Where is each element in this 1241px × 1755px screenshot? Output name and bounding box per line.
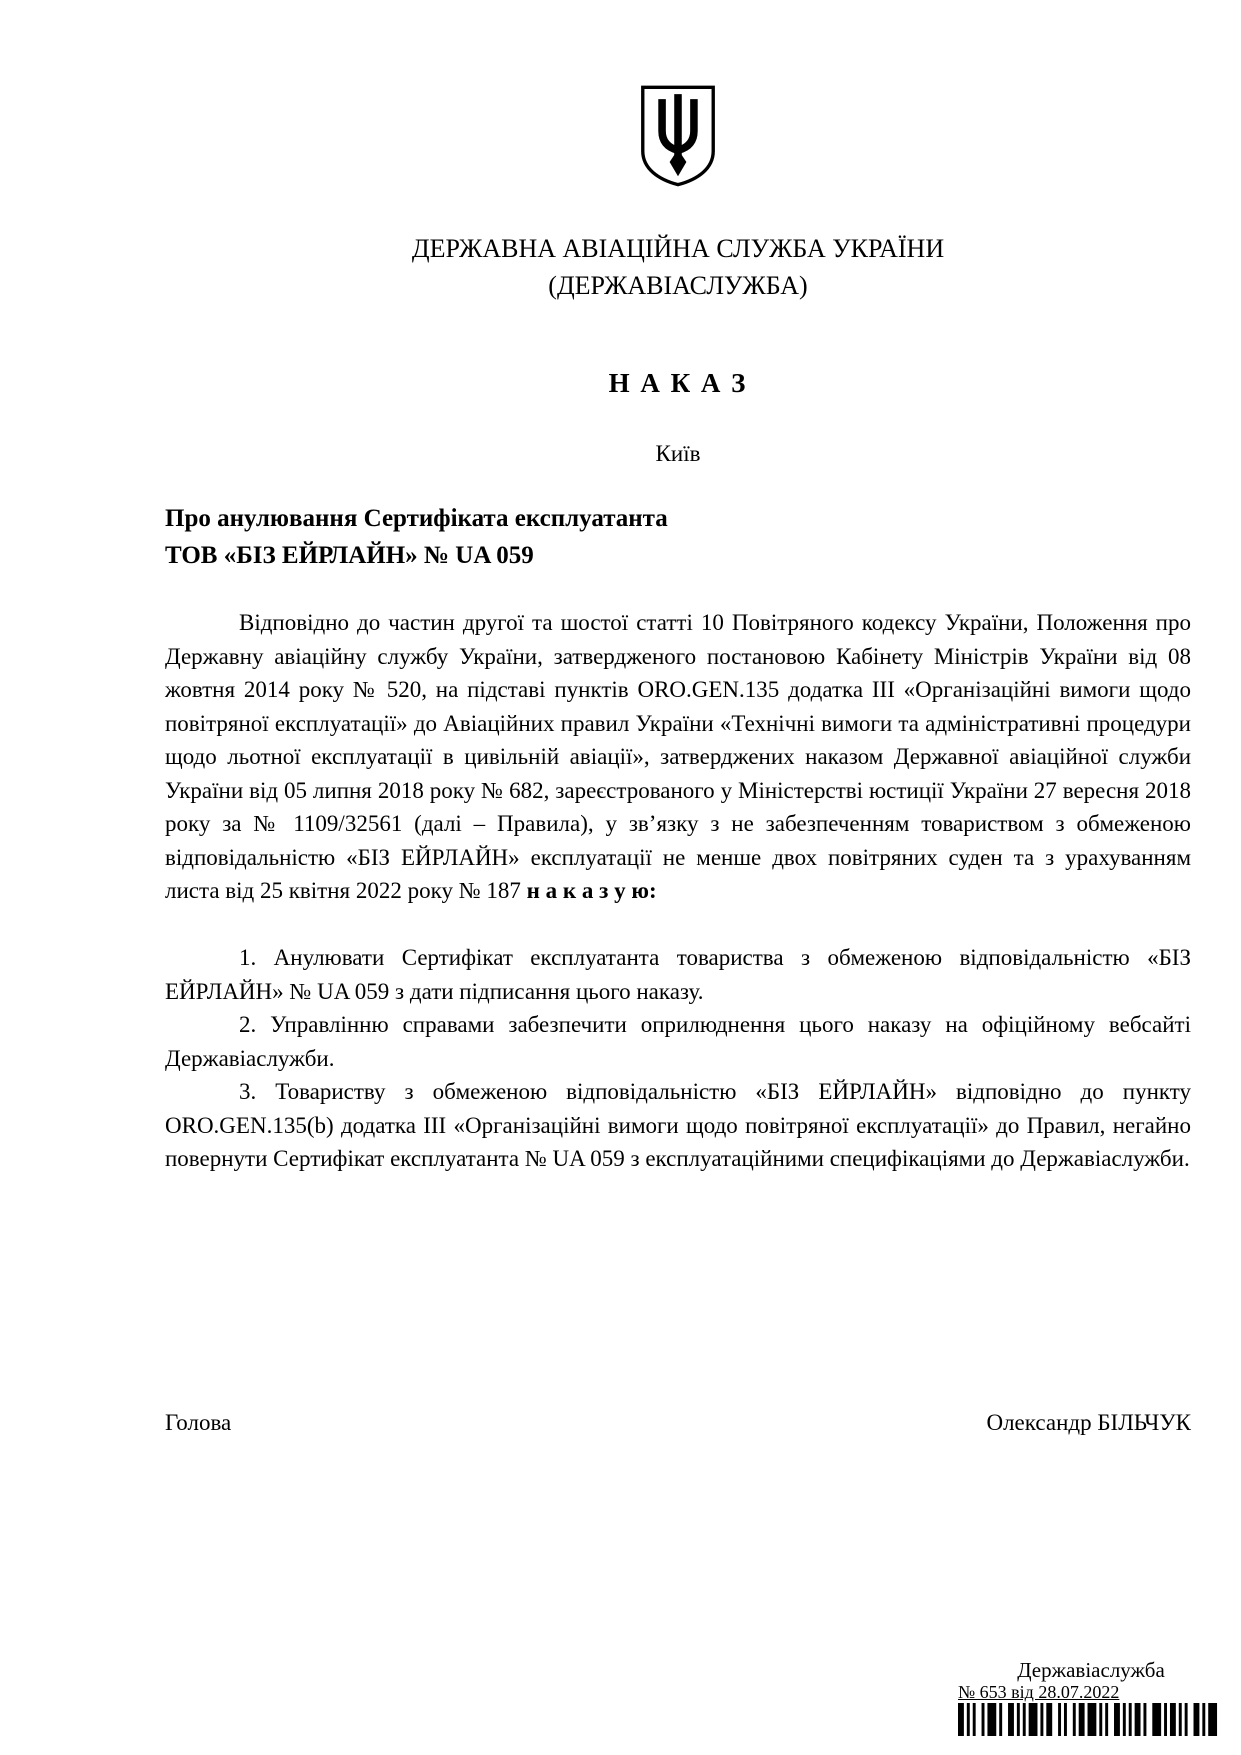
signer-name: Олександр БІЛЬЧУК <box>986 1410 1191 1435</box>
registration-stamp <box>958 1658 1224 1736</box>
order-item-1: 1. Анулювати Сертифікат експлуатанта товариства з обмеженою відповідальністю «БІЗ ЕЙРЛАЙН» № UA 059 з дати підписання цього наказу. <box>165 945 1191 1004</box>
subject-line-2: ТОВ «БІЗ ЕЙРЛАЙН» № UA 059 <box>165 542 534 569</box>
document-subject <box>165 500 1191 574</box>
stamp-org-name: Державіаслужба <box>1017 1658 1165 1682</box>
document-body <box>165 606 1191 1176</box>
issuing-authority-header <box>165 230 1191 304</box>
order-item-2: 2. Управлінню справами забезпечити оприлюднення цього наказу на офіційному вебсайті Державіаслужби. <box>165 1012 1191 1071</box>
org-name: ДЕРЖАВНА АВІАЦІЙНА СЛУЖБА УКРАЇНИ <box>411 234 945 263</box>
order-item-3: 3. Товариству з обмеженою відповідальністю «БІЗ ЕЙРЛАЙН» відповідно до пункту ORO.GEN.135(b) додатка ІІІ «Організаційні вимоги щодо повітряної експлуатації» до Правил, негайно повернути Сертифікат експлуатанта № UA 059 з експлуатаційними специфікаціями до Державіаслужби. <box>165 1079 1191 1171</box>
signer-position: Голова <box>165 1410 232 1435</box>
preamble-paragraph <box>165 606 1191 908</box>
ukraine-trident-emblem-icon <box>636 84 720 188</box>
order-word: н а к а з у ю: <box>526 878 657 903</box>
barcode-icon <box>958 1703 1220 1736</box>
stamp-number-date: № 653 від 28.07.2022 <box>958 1682 1120 1702</box>
signature-row <box>165 1410 1191 1436</box>
preamble-text: Відповідно до частин другої та шостої статті 10 Повітряного кодексу України, Положення про Державну авіаційну службу України, затвердженого постановою Кабінету Міністрів України від 08 жовтня 2014 року № 520, на підставі пунктів ORO.GEN.135 додатка ІІІ «Організаційні вимоги щодо повітряної експлуатації» до Авіаційних правил України «Технічні вимоги та адміністративні процедури щодо льотної експлуатації в цивільній авіації», затверджених наказом Державної авіаційної служби України від 05 липня 2018 року № 682, зареєстрованого у Міністерстві юстиції України 27 вересня 2018 року за № 1109/32561 (далі – Правила), у зв’язку з не забезпеченням товариством з обмеженою відповідальністю «БІЗ ЕЙРЛАЙН» експлуатації не менше двох повітряних суден та з урахуванням листа від 25 квітня 2022 року № 187 <box>165 610 1191 903</box>
order-items <box>165 941 1191 1176</box>
subject-line-1: Про анулювання Сертифіката експлуатанта <box>165 505 668 532</box>
org-short-name: (ДЕРЖАВІАСЛУЖБА) <box>548 271 808 300</box>
document-type-title: Н А К А З <box>608 368 748 398</box>
issue-place: Київ <box>655 441 701 466</box>
